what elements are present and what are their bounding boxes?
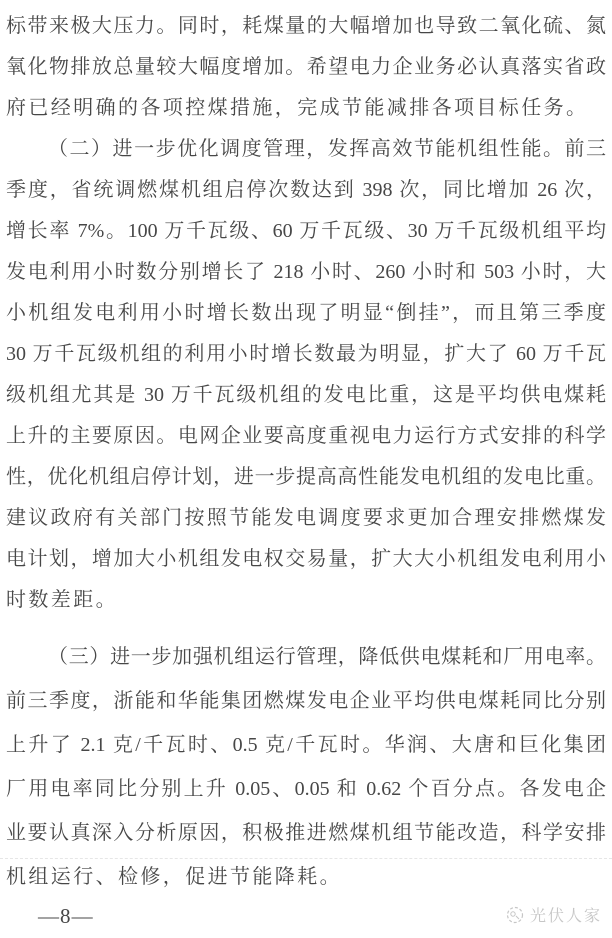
page-number: —8—	[38, 904, 94, 928]
text-line: 时数差距。	[6, 589, 118, 611]
text-line: 性，优化机组启停计划，进一步提高高性能发电机组的发电比重。	[6, 466, 606, 488]
text-line: 增长率 7%。100 万千瓦级、60 万千瓦级、30 万千瓦级机组平均	[6, 220, 606, 242]
text-line: 前三季度，浙能和华能集团燃煤发电企业平均供电煤耗同比分别	[6, 690, 606, 712]
text-line: 机组运行、检修，促进节能降耗。	[6, 866, 342, 888]
paragraph-unit-operation	[6, 635, 606, 899]
text-line: 季度，省统调燃煤机组启停次数达到 398 次，同比增加 26 次，	[6, 179, 606, 201]
text-line: 上升了 2.1 克/千瓦时、0.5 克/千瓦时。华润、大唐和巨化集团	[6, 734, 606, 756]
text-line: 小机组发电利用小时增长数出现了明显“倒挂”，而且第三季度	[6, 302, 606, 324]
text-line: 府已经明确的各项控煤措施，完成节能减排各项目标任务。	[6, 97, 589, 119]
paragraph-dispatch-optimization	[6, 129, 606, 621]
text-line: 氧化物排放总量较大幅度增加。希望电力企业务必认真落实省政	[6, 56, 606, 78]
text-line: 建议政府有关部门按照节能发电调度要求更加合理安排燃煤发	[6, 507, 606, 529]
scan-artifact-line	[0, 858, 612, 859]
text-line: 上升的主要原因。电网企业要高度重视电力运行方式安排的科学	[6, 425, 606, 447]
text-line: （三）进一步加强机组运行管理，降低供电煤耗和厂用电率。	[48, 646, 606, 668]
text-line: （二）进一步优化调度管理，发挥高效节能机组性能。前三	[48, 138, 606, 160]
solar-brand-logo-icon	[506, 906, 524, 924]
watermark	[506, 903, 602, 926]
watermark-label: 光伏人家	[529, 908, 602, 925]
text-line: 电计划，增加大小机组发电权交易量，扩大大小机组发电利用小	[6, 548, 606, 570]
text-line: 30 万千瓦级机组的利用小时增长数最为明显，扩大了 60 万千瓦	[6, 343, 606, 365]
text-line: 级机组尤其是 30 万千瓦级机组的发电比重，这是平均供电煤耗	[6, 384, 606, 406]
text-line: 标带来极大压力。同时，耗煤量的大幅增加也导致二氧化硫、氮	[6, 15, 606, 37]
text-line: 业要认真深入分析原因，积极推进燃煤机组节能改造，科学安排	[6, 822, 606, 844]
text-line: 发电利用小时数分别增长了 218 小时、260 小时和 503 小时，大	[6, 261, 606, 283]
text-line: 厂用电率同比分别上升 0.05、0.05 和 0.62 个百分点。各发电企	[6, 778, 606, 800]
paragraph-coal-control	[6, 6, 606, 129]
